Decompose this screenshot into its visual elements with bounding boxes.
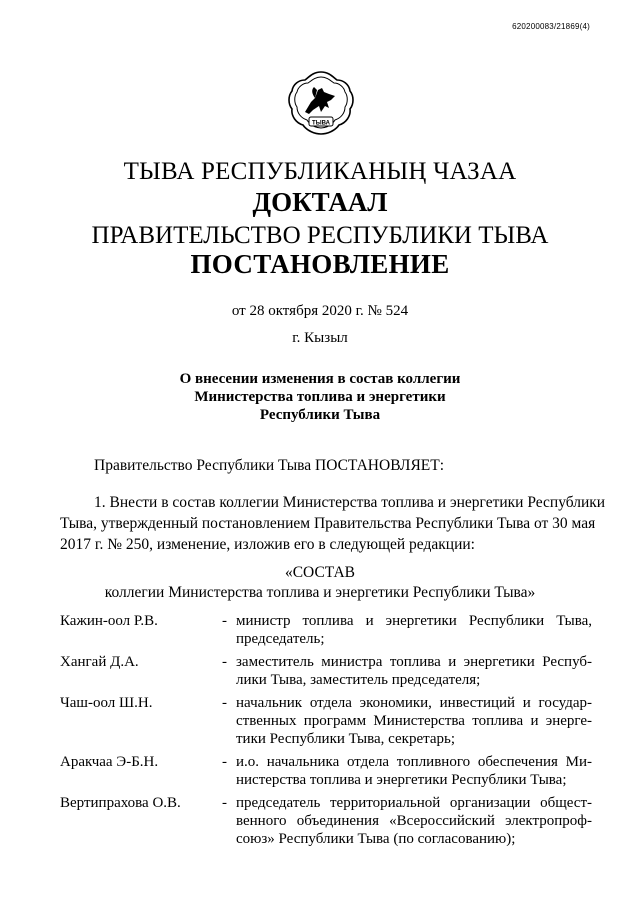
member-row bbox=[60, 694, 592, 748]
resolves-paragraph: Правительство Республики Тыва ПОСТАНОВЛЯЕТ: bbox=[94, 457, 445, 474]
composition-subheading: коллегии Министерства топлива и энергетики Республики Тыва» bbox=[104, 584, 536, 601]
member-role bbox=[236, 694, 592, 748]
role-line: начальник отдела экономики, инвестиций и государ- bbox=[236, 695, 592, 711]
role-line: союз» Республики Тыва (по согласованию); bbox=[236, 831, 516, 847]
member-dash: - bbox=[222, 754, 227, 770]
decree-date: от 28 октября 2020 г. № 524 bbox=[231, 303, 409, 319]
title-government: ПРАВИТЕЛЬСТВО РЕСПУБЛИКИ ТЫВА bbox=[91, 222, 549, 249]
member-row bbox=[60, 753, 592, 789]
role-line: тики Республики Тыва, секретарь; bbox=[236, 731, 456, 747]
role-line: нистерства топлива и энергетики Республики Тыва; bbox=[236, 772, 567, 788]
paragraph-line: 2017 г. № 250, изменение, изложив его в следующей редакции: bbox=[60, 536, 475, 553]
member-role bbox=[236, 794, 592, 848]
member-name: Вертипрахова О.В. bbox=[60, 795, 181, 811]
member-row bbox=[60, 794, 592, 848]
member-role bbox=[236, 612, 592, 648]
role-line: лики Тыва, заместитель председателя; bbox=[236, 672, 481, 688]
member-role bbox=[236, 653, 592, 689]
role-line: венного объединения «Всероссийский электропроф- bbox=[236, 813, 592, 829]
paragraph-line: 1. Внести в состав коллегии Министерства топлива и энергетики Республики bbox=[94, 494, 606, 511]
role-line: и.о. начальника отдела топливного обеспечения Ми- bbox=[236, 754, 592, 770]
member-dash: - bbox=[222, 613, 227, 629]
decree-subject bbox=[0, 370, 640, 424]
role-line: председатель территориальной организации общест- bbox=[236, 795, 592, 811]
decree-city: г. Кызыл bbox=[292, 330, 348, 346]
title-doktaal: ДОКТААЛ bbox=[252, 187, 388, 217]
item-1-paragraph bbox=[60, 492, 606, 555]
subject-line: Республики Тыва bbox=[259, 407, 381, 423]
member-dash: - bbox=[222, 654, 227, 670]
member-name: Кажин-оол Р.В. bbox=[60, 613, 158, 629]
member-dash: - bbox=[222, 795, 227, 811]
title-decree: ПОСТАНОВЛЕНИЕ bbox=[190, 249, 450, 279]
role-line: министр топлива и энергетики Республики Тыва, bbox=[236, 613, 592, 629]
member-name: Аракчаа Э-Б.Н. bbox=[60, 754, 159, 770]
role-line: заместитель министра топлива и энергетики Респуб- bbox=[236, 654, 592, 670]
composition-heading: «СОСТАВ bbox=[284, 564, 356, 581]
member-row bbox=[60, 653, 592, 689]
document-id: 620200083/21869(4) bbox=[512, 22, 590, 31]
role-line: председатель; bbox=[236, 631, 325, 647]
composition-heading-block bbox=[0, 563, 640, 603]
title-tuva: ТЫВА РЕСПУБЛИКАНЫҢ ЧАЗАА bbox=[123, 158, 517, 185]
role-line: ственных программ Министерства топлива и энерге- bbox=[236, 713, 592, 729]
tuva-emblem-icon bbox=[285, 68, 357, 140]
member-name: Хангай Д.А. bbox=[60, 654, 139, 670]
member-row bbox=[60, 612, 592, 648]
subject-line: Министерства топлива и энергетики bbox=[194, 389, 446, 405]
subject-line: О внесении изменения в состав коллегии bbox=[179, 371, 461, 387]
member-name: Чаш-оол Ш.Н. bbox=[60, 695, 153, 711]
paragraph-line: Тыва, утвержденный постановлением Правительства Республики Тыва от 30 мая bbox=[60, 515, 596, 532]
member-role bbox=[236, 753, 592, 789]
members-list bbox=[60, 612, 592, 853]
emblem-label: ТЫВА bbox=[312, 120, 330, 127]
member-dash: - bbox=[222, 695, 227, 711]
